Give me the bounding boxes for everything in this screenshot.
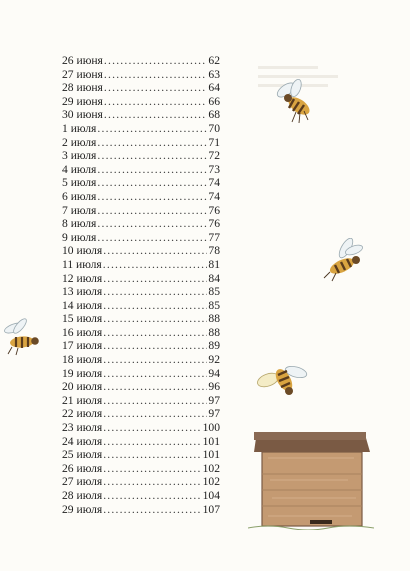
toc-entry-page-number: 85 — [208, 298, 220, 312]
toc-entry — [62, 81, 220, 95]
toc-dot-leader — [103, 407, 207, 421]
toc-entry-date: 22 июля — [62, 407, 103, 421]
toc-entry — [62, 448, 220, 462]
toc-entry-date: 7 июля — [62, 203, 97, 217]
toc-dot-leader — [103, 421, 201, 435]
toc-entry-date: 29 июня — [62, 94, 103, 108]
toc-entry-date: 2 июля — [62, 135, 97, 149]
toc-entry-page-number: 107 — [202, 502, 220, 516]
bee-icon — [272, 78, 322, 128]
toc-entry-page-number: 94 — [208, 366, 220, 380]
toc-entry-page-number: 64 — [208, 81, 220, 95]
toc-entry — [62, 353, 220, 367]
toc-dot-leader — [97, 204, 207, 218]
toc-entry — [62, 299, 220, 313]
toc-entry — [62, 312, 220, 326]
toc-dot-leader — [104, 95, 208, 109]
toc-dot-leader — [97, 136, 207, 150]
toc-entry — [62, 95, 220, 109]
toc-entry-page-number: 96 — [208, 380, 220, 394]
toc-dot-leader — [97, 231, 207, 245]
toc-entry-date: 9 июля — [62, 230, 97, 244]
toc-entry-date: 3 июля — [62, 149, 97, 163]
toc-entry — [62, 163, 220, 177]
toc-entry-date: 21 июля — [62, 393, 103, 407]
toc-entry-page-number: 66 — [208, 94, 220, 108]
toc-entry-page-number: 88 — [208, 325, 220, 339]
toc-entry-date: 1 июля — [62, 121, 97, 135]
toc-entry-date: 29 июля — [62, 502, 103, 516]
toc-entry — [62, 462, 220, 476]
toc-dot-leader — [103, 312, 207, 326]
toc-entry-page-number: 102 — [202, 461, 220, 475]
toc-entry-page-number: 76 — [208, 203, 220, 217]
toc-entry-page-number: 71 — [208, 135, 220, 149]
toc-dot-leader — [104, 81, 208, 95]
toc-entry-date: 26 июня — [62, 54, 103, 67]
toc-entry-page-number: 63 — [208, 67, 220, 81]
toc-entry-page-number: 84 — [208, 271, 220, 285]
toc-dot-leader — [103, 339, 207, 353]
toc-dot-leader — [97, 149, 207, 163]
toc-entry — [62, 407, 220, 421]
toc-entry — [62, 380, 220, 394]
toc-entry — [62, 122, 220, 136]
toc-entry-date: 24 июля — [62, 434, 103, 448]
toc-entry — [62, 217, 220, 231]
toc-entry-page-number: 74 — [208, 176, 220, 190]
toc-entry-date: 26 июля — [62, 461, 103, 475]
toc-entry-date: 14 июля — [62, 298, 103, 312]
toc-entry — [62, 136, 220, 150]
toc-entry — [62, 503, 220, 517]
toc-entry — [62, 204, 220, 218]
toc-entry-page-number: 72 — [208, 149, 220, 163]
toc-dot-leader — [103, 272, 207, 286]
toc-entry-date: 23 июля — [62, 421, 103, 435]
toc-entry-page-number: 92 — [208, 353, 220, 367]
toc-dot-leader — [103, 489, 201, 503]
toc-entry-date: 30 июня — [62, 108, 103, 122]
toc-entry-page-number: 101 — [202, 434, 220, 448]
toc-dot-leader — [103, 244, 207, 258]
toc-entry — [62, 394, 220, 408]
toc-entry — [62, 435, 220, 449]
toc-entry — [62, 339, 220, 353]
toc-entry-date: 6 июля — [62, 189, 97, 203]
toc-entry-date: 28 июля — [62, 489, 103, 502]
toc-dot-leader — [103, 394, 207, 408]
toc-entry-page-number: 88 — [208, 312, 220, 326]
toc-entry-date: 27 июля — [62, 475, 103, 489]
toc-entry-page-number: 97 — [208, 407, 220, 421]
toc-entry — [62, 54, 220, 68]
toc-dot-leader — [97, 122, 207, 136]
toc-entry-page-number: 81 — [208, 257, 220, 271]
toc-entry — [62, 367, 220, 381]
toc-dot-leader — [103, 503, 201, 517]
toc-dot-leader — [103, 448, 201, 462]
toc-entry-date: 28 июня — [62, 81, 103, 95]
toc-entry-date: 17 июля — [62, 339, 103, 353]
toc-dot-leader — [104, 68, 208, 82]
toc-entry-date: 18 июля — [62, 353, 103, 367]
toc-dot-leader — [103, 380, 207, 394]
bee-icon — [2, 318, 46, 358]
toc-entry-date: 27 июня — [62, 67, 103, 81]
toc-entry — [62, 326, 220, 340]
toc-entry — [62, 231, 220, 245]
table-of-contents — [62, 54, 220, 516]
toc-entry-date: 20 июля — [62, 380, 103, 394]
toc-entry-date: 25 июля — [62, 448, 103, 462]
toc-dot-leader — [104, 54, 208, 68]
toc-entry — [62, 475, 220, 489]
toc-entry — [62, 244, 220, 258]
beehive-icon — [248, 428, 374, 530]
toc-entry — [62, 489, 220, 503]
toc-dot-leader — [103, 367, 207, 381]
toc-entry — [62, 190, 220, 204]
toc-entry — [62, 68, 220, 82]
toc-entry-page-number: 89 — [208, 339, 220, 353]
toc-dot-leader — [97, 217, 207, 231]
toc-dot-leader — [103, 462, 201, 476]
toc-entry-page-number: 100 — [202, 421, 220, 435]
toc-entry-date: 8 июля — [62, 217, 97, 231]
toc-entry-date: 10 июля — [62, 244, 103, 258]
toc-dot-leader — [103, 258, 208, 272]
toc-dot-leader — [103, 353, 207, 367]
toc-entry — [62, 108, 220, 122]
toc-entry-page-number: 68 — [208, 108, 220, 122]
toc-entry-date: 13 июля — [62, 285, 103, 299]
toc-entry-date: 16 июля — [62, 325, 103, 339]
toc-dot-leader — [97, 176, 207, 190]
bee-icon — [318, 238, 368, 284]
toc-dot-leader — [103, 475, 201, 489]
toc-dot-leader — [97, 190, 207, 204]
toc-entry-page-number: 97 — [208, 393, 220, 407]
toc-dot-leader — [104, 108, 208, 122]
toc-entry-page-number: 70 — [208, 121, 220, 135]
toc-entry — [62, 421, 220, 435]
toc-entry-date: 19 июля — [62, 366, 103, 380]
toc-dot-leader — [103, 326, 207, 340]
toc-entry-page-number: 85 — [208, 285, 220, 299]
toc-entry-date: 12 июля — [62, 271, 103, 285]
toc-entry-date: 15 июля — [62, 312, 103, 326]
toc-entry-date: 4 июля — [62, 162, 97, 176]
toc-entry-page-number: 73 — [208, 162, 220, 176]
toc-entry-page-number: 104 — [202, 489, 220, 502]
toc-entry — [62, 258, 220, 272]
toc-entry-page-number: 101 — [202, 448, 220, 462]
toc-dot-leader — [103, 435, 201, 449]
toc-entry — [62, 272, 220, 286]
toc-entry-page-number: 102 — [202, 475, 220, 489]
toc-entry-page-number: 78 — [208, 244, 220, 258]
toc-entry-date: 5 июля — [62, 176, 97, 190]
toc-entry-page-number: 62 — [208, 54, 220, 67]
toc-entry-page-number: 77 — [208, 230, 220, 244]
toc-dot-leader — [97, 163, 207, 177]
toc-entry — [62, 149, 220, 163]
toc-dot-leader — [103, 299, 207, 313]
toc-dot-leader — [103, 285, 207, 299]
toc-entry-date: 11 июля — [62, 257, 102, 271]
toc-entry-page-number: 74 — [208, 189, 220, 203]
toc-entry — [62, 285, 220, 299]
bee-icon — [254, 358, 312, 398]
toc-entry-page-number: 76 — [208, 217, 220, 231]
toc-entry — [62, 176, 220, 190]
